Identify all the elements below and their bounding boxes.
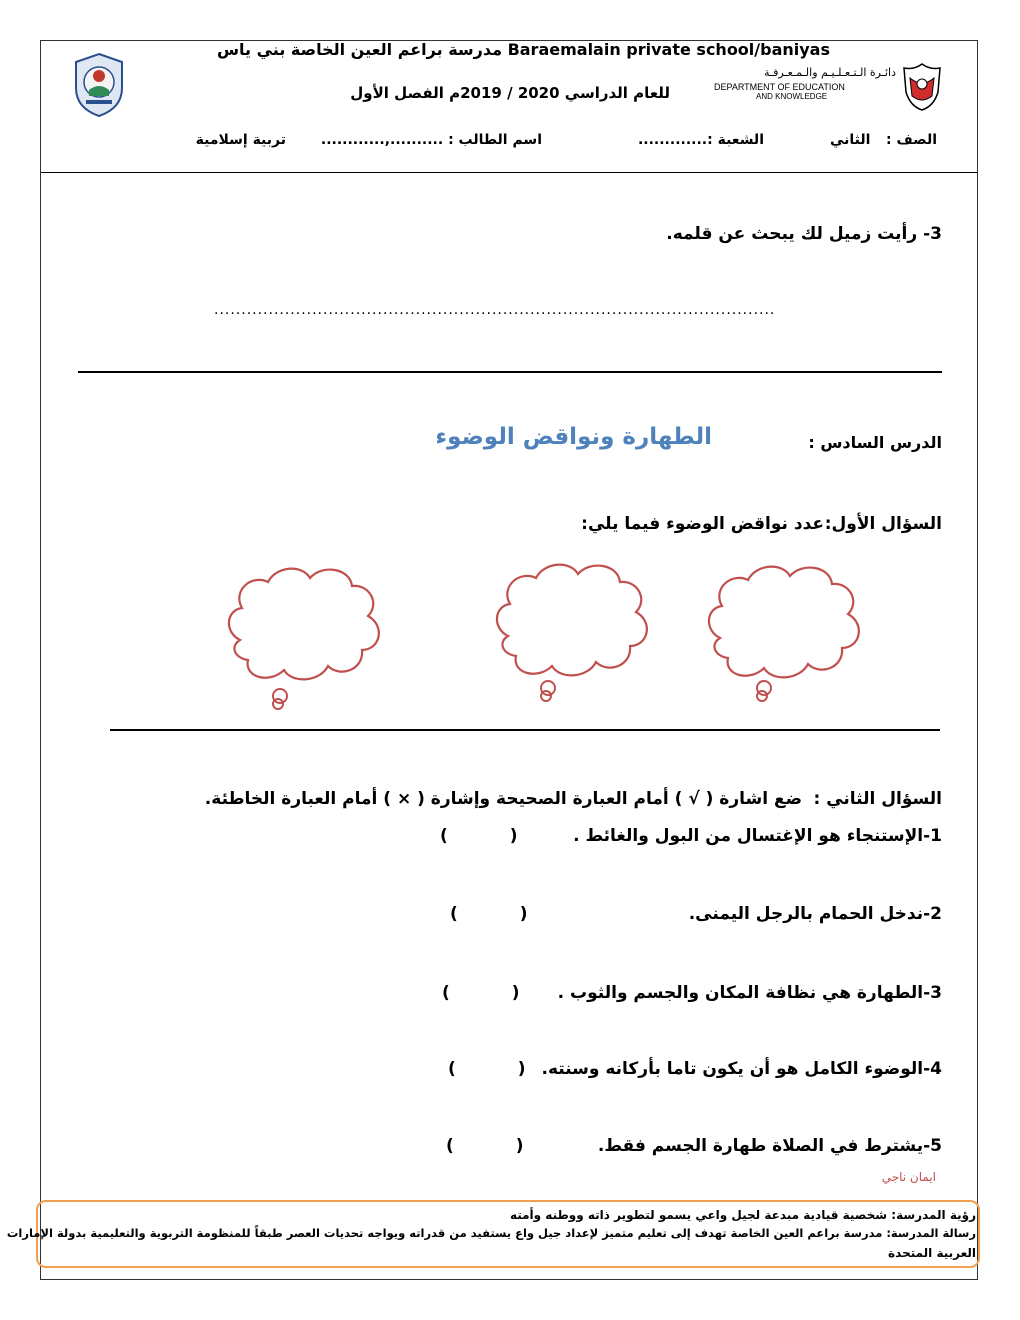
thought-cloud-1 [229, 569, 379, 709]
dept-en-1: DEPARTMENT OF EDUCATION [714, 82, 845, 92]
thought-cloud-2 [497, 565, 647, 701]
q2-item-3: 3-الطهارة هي نظافة المكان والجسم والثوب . [557, 983, 942, 1003]
section-field: الشعبة :............. [637, 132, 764, 148]
q2-label: السؤال الثاني : [813, 789, 942, 809]
q2-item-2-answer-box[interactable]: ( ) [450, 904, 556, 924]
q2-item-2: 2-ندخل الحمام بالرجل اليمنى. [688, 904, 942, 924]
q2-item-5-answer-box[interactable]: ( ) [446, 1136, 552, 1156]
lesson-label: الدرس السادس : [808, 433, 942, 452]
q1-divider [110, 729, 940, 731]
prev-question-text: 3- رأيت زميل لك يبحث عن قلمه. [666, 224, 942, 244]
grade-label: الصف : [886, 132, 937, 148]
lesson-title: الطهارة ونواقض الوضوء [435, 424, 712, 450]
dept-ar: دائـرة الـتـعـلـيـم والـمـعـرفـة [764, 66, 896, 79]
teacher-name: ايمان ناجي [881, 1170, 936, 1184]
q2-item-4-answer-box[interactable]: ( ) [448, 1059, 554, 1079]
q2-instruction: ضع اشارة ( √ ) أمام العبارة الصحيحة وإشارة ( × ) أمام العبارة الخاطئة. [204, 789, 802, 809]
thought-cloud-3 [709, 567, 859, 701]
academic-year: للعام الدراسي 2020 / 2019م الفصل الأول [350, 84, 670, 102]
q2-item-4: 4-الوضوء الكامل هو أن يكون تاما بأركانه وسنته. [541, 1059, 942, 1079]
q1-label: السؤال الأول: [824, 514, 942, 534]
footer-mission-cont: العربية المتحدة [888, 1246, 976, 1260]
student-name-field: اسم الطالب : ..........,............ [320, 132, 542, 148]
footer-mission: رسالة المدرسة: مدرسة براعم العين الخاصة تهدف إلى تعليم متميز لإعداد جيل واع يستفيد من قدراته ويواجه تحديات العصر طبقاً للمنظومة التربوية والتعليمية بدولة الإمارات [6, 1226, 976, 1240]
q2-item-5: 5-يشترط في الصلاة طهارة الجسم فقط. [597, 1136, 942, 1156]
prev-answer-line: ....................................................................................................... [214, 302, 776, 318]
q2-item-1-answer-box[interactable]: ( ) [440, 826, 546, 846]
q2-item-1: 1-الإستنجاء هو الإغتسال من البول والغائط . [573, 826, 942, 846]
dept-en-2: AND KNOWLEDGE [756, 92, 828, 101]
q1-text: عدد نواقض الوضوء فيما يلي: [581, 514, 824, 534]
footer-vision: رؤية المدرسة: شخصية قيادية مبدعة لجيل واعي يسمو لتطوير ذاته ووطنه وأمته [509, 1208, 976, 1222]
school-name: Baraemalain private school/baniyas مدرسة براعم العين الخاصة بني ياس [216, 40, 830, 59]
q2-item-3-answer-box[interactable]: ( ) [442, 983, 548, 1003]
subject-label: تربية إسلامية [195, 132, 286, 148]
grade-value: الثاني [830, 132, 871, 148]
